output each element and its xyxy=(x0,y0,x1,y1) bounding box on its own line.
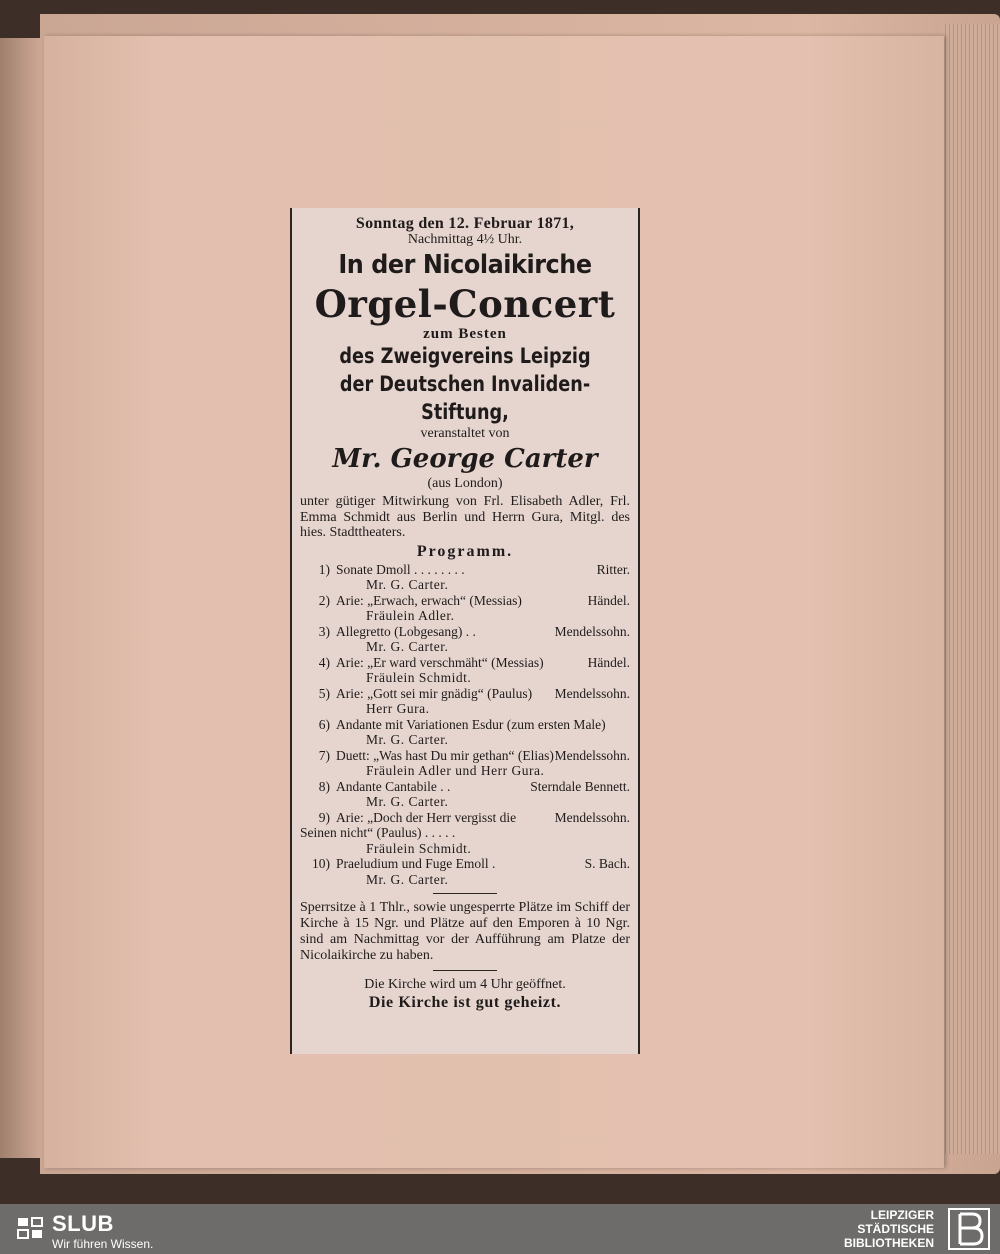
program-item-row xyxy=(300,562,630,578)
program-work xyxy=(300,779,450,795)
program-performer: Fräulein Schmidt. xyxy=(366,670,472,685)
program-composer: Ritter. xyxy=(596,561,630,577)
lsb-line-1: LEIPZIGER xyxy=(870,1208,934,1222)
program-work-title: Arie: „Gott sei mir gnädig“ (Paulus) xyxy=(336,685,533,701)
cooperation-text: unter gütiger Mitwirkung von Frl. Elisabeth Adler, Frl. Emma Schmidt aus Berlin und Herrn Gura, Mitgl. des hies. Stadttheaters. xyxy=(300,494,630,540)
benefit-line-1: des Zweigvereins Leipzig xyxy=(339,344,591,368)
program-number: 10) xyxy=(312,856,330,871)
slub-logo-icon[interactable] xyxy=(14,1212,46,1244)
program-composer: Händel. xyxy=(587,592,630,608)
program-item xyxy=(300,624,630,655)
program-number: 4) xyxy=(318,654,330,670)
program-work xyxy=(300,562,465,578)
benefit-intro: zum Besten xyxy=(423,326,507,342)
program-performer: Mr. G. Carter. xyxy=(366,794,449,809)
program-item-row xyxy=(300,686,630,702)
program-composer: Mendelssohn. xyxy=(554,747,630,763)
program-work-title: Allegretto (Lobgesang) . . xyxy=(336,623,476,639)
left-page-edge xyxy=(0,38,43,1158)
venue-heading: In der Nicolaikirche xyxy=(338,250,592,280)
program-item-row xyxy=(300,779,630,795)
program-work xyxy=(300,717,606,733)
program-composer: Händel. xyxy=(587,654,630,670)
program-work-title: Sonate Dmoll . . . . . . . . xyxy=(336,561,465,577)
slub-tagline: Wir führen Wissen. xyxy=(52,1237,154,1251)
program-work-title: Arie: „Doch der Herr vergisst die Seinen nicht“ (Paulus) . . . . . xyxy=(300,809,517,840)
program-performer: Mr. G. Carter. xyxy=(366,871,449,887)
program-work-title: Arie: „Er ward verschmäht“ (Messias) xyxy=(336,654,544,670)
program-work-title: Duett: „Was hast Du mir gethan“ (Elias) xyxy=(336,747,554,763)
program-composer: Mendelssohn. xyxy=(554,809,630,825)
lsb-line-2: STÄDTISCHE xyxy=(857,1222,934,1236)
benefit-line-2: der Deutschen Invaliden-Stiftung, xyxy=(339,372,591,424)
program-work xyxy=(300,686,532,702)
program-list xyxy=(300,562,630,888)
program-performer: Fräulein Schmidt. xyxy=(366,840,472,856)
program-performer: Herr Gura. xyxy=(366,701,430,716)
program-performer: Mr. G. Carter. xyxy=(366,732,449,747)
program-item-row xyxy=(300,624,630,640)
ticket-info: Sperrsitze à 1 Thlr., sowie ungesperrte Plätze im Schiff der Kirche à 15 Ngr. und Plätze auf den Emporen à 10 Ngr. sind am Nachmittag vor der Aufführung am Platze der Nicolaikirche zu haben. xyxy=(300,900,630,963)
program-work-title: Praeludium und Fuge Emoll . xyxy=(336,856,496,871)
program-work xyxy=(300,624,476,640)
program-number: 7) xyxy=(318,747,330,763)
footer-bar xyxy=(0,1204,1000,1254)
church-heated: Die Kirche ist gut geheizt. xyxy=(368,994,562,1011)
program-item-row xyxy=(300,748,630,764)
program-performer: Mr. G. Carter. xyxy=(366,639,449,654)
organizer-name: Mr. George Carter xyxy=(332,444,598,474)
concert-title: Orgel-Concert xyxy=(314,282,616,326)
slub-name[interactable]: SLUB xyxy=(52,1211,114,1236)
program-item xyxy=(300,717,630,748)
program-number: 3) xyxy=(318,623,330,639)
program-work-title: Andante Cantabile . . xyxy=(336,778,451,794)
program-item xyxy=(300,779,630,810)
program-work xyxy=(300,748,554,764)
program-performer: Mr. G. Carter. xyxy=(366,577,449,592)
program-item xyxy=(300,856,630,887)
program-work xyxy=(300,593,522,609)
lsb-logo-icon[interactable] xyxy=(948,1208,990,1250)
divider xyxy=(433,893,497,894)
lsb-name[interactable] xyxy=(844,1208,934,1250)
program-item xyxy=(300,748,630,779)
organized-by: veranstaltet von xyxy=(420,426,510,441)
program-work xyxy=(300,856,495,872)
program-title: Programm. xyxy=(416,542,514,560)
program-composer: Mendelssohn. xyxy=(554,623,630,639)
program-item-row xyxy=(300,856,630,872)
program-item-row xyxy=(300,717,630,733)
program-number: 2) xyxy=(318,592,330,608)
program-item-row xyxy=(300,655,630,671)
program-number: 9) xyxy=(318,809,330,825)
program-item xyxy=(300,810,630,857)
newspaper-clipping xyxy=(290,208,640,1054)
program-performer: Fräulein Adler und Herr Gura. xyxy=(366,763,545,778)
program-composer: Mendelssohn. xyxy=(554,685,630,701)
divider xyxy=(433,970,497,971)
program-item xyxy=(300,593,630,624)
program-number: 8) xyxy=(318,778,330,794)
program-work-title: Arie: „Erwach, erwach“ (Messias) xyxy=(336,592,522,608)
program-item xyxy=(300,655,630,686)
program-number: 5) xyxy=(318,685,330,701)
time-line: Nachmittag 4½ Uhr. xyxy=(407,232,523,247)
doors-open: Die Kirche wird um 4 Uhr geöffnet. xyxy=(364,977,566,992)
date-line: Sonntag den 12. Februar 1871, xyxy=(355,215,575,232)
lsb-line-3: BIBLIOTHEKEN xyxy=(844,1236,934,1250)
organizer-origin: (aus London) xyxy=(427,476,503,491)
program-item xyxy=(300,686,630,717)
program-performer: Fräulein Adler. xyxy=(366,608,455,623)
program-composer: S. Bach. xyxy=(584,856,630,871)
program-number: 6) xyxy=(318,716,330,732)
program-item xyxy=(300,562,630,593)
program-work xyxy=(300,810,555,841)
program-item-row xyxy=(300,810,630,841)
program-composer: Sterndale Bennett. xyxy=(530,778,630,794)
program-work xyxy=(300,655,544,671)
program-number: 1) xyxy=(318,561,330,577)
page-edges xyxy=(942,24,1000,1154)
program-item-row xyxy=(300,593,630,609)
program-work-title: Andante mit Variationen Esdur (zum ersten Male) xyxy=(336,716,606,732)
